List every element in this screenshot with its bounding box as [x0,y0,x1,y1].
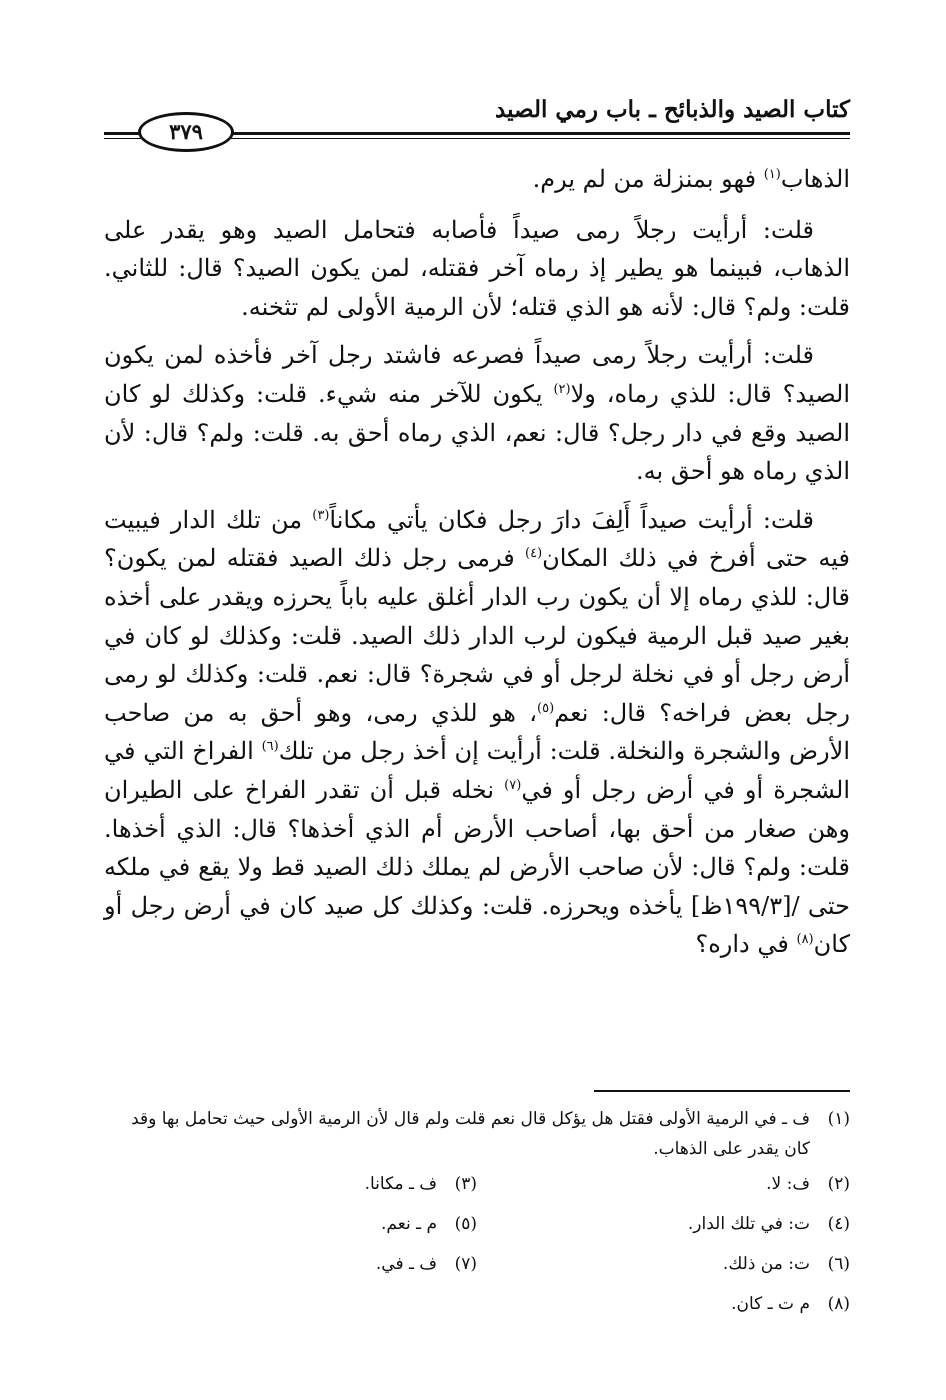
footnote-row [104,1164,850,1204]
footnote-text: ف: لا. [766,1174,810,1194]
page-header [104,92,850,152]
main-text [104,160,850,974]
footnote-5 [104,1209,477,1239]
paragraph-2: قلت: أرأيت رجلاً رمى صيداً فأصابه فتحامل الصيد وهو يقدر على الذهاب، فبينما هو يطير إذ رماه آخر فقتله، لمن يكون الصيد؟ قال: للثاني. قلت: ولم؟ قال: لأنه هو الذي قتله؛ لأن الرمية الأولى لم تثخنه. [104,215,850,321]
paragraph-1 [104,160,850,199]
footnote-row [104,1204,850,1244]
paragraph-4 [104,501,850,964]
text-segment: ، هو للذي رمى، وهو أحق به من صاحب الأرض والشجرة والنخلة. قلت: أرأيت إن أخذ رجل من تلك [104,698,850,766]
footnote-text: م ت ـ كان. [731,1294,810,1314]
text-segment: من تلك الدار فيبيت فيه حتى أفرخ في ذلك المكان [104,505,850,573]
footnote-2 [477,1169,850,1199]
footnote-number: (٥) [454,1214,477,1234]
text-segment: نخله قبل أن تقدر الفراخ على الطيران وهن صغار من أحق بها، أصاحب الأرض أم الذي أخذها؟ قال: الذي أخذها. قلت: ولم؟ قال: لأن صاحب الأرض لم يملك ذلك الصيد قط ولا يقع في ملكه حتى /[١٩٩/٣ظ] يأخذه ويحرزه. قلت: وكذلك كل صيد كان في أرض رجل أو كان [104,775,850,959]
text-segment: فهو بمنزلة من لم يرم. [532,165,764,193]
footnote-ref-5: (٥) [537,700,555,716]
footnote-8 [450,1289,850,1319]
footnote-row [104,1244,850,1284]
footnote-3 [104,1169,477,1199]
text-segment: الذهاب [780,165,850,193]
footnote-separator [594,1090,850,1092]
footnote-row [104,1284,850,1324]
paragraph-3 [104,336,850,490]
footnote-ref-4: (٤) [525,546,543,562]
running-title: كتاب الصيد والذبائح ـ باب رمي الصيد [495,96,850,123]
footnotes-section [104,1104,850,1324]
footnote-text: ف ـ مكانا. [364,1174,437,1194]
footnote-text: ف ـ في الرمية الأولى فقتل هل يؤكل قال نعم قلت ولم قال لأن الرمية الأولى حيث تحامل بها وقد كان يقدر على الذهاب. [131,1109,810,1159]
footnote-7 [104,1249,477,1279]
footnote-ref-1: (١) [763,167,781,182]
footnote-number: (٨) [827,1294,850,1314]
text-segment: يكون للآخر منه شيء. قلت: وكذلك لو كان الصيد وقع في دار رجل؟ قال: نعم، الذي رماه أحق به. قلت: ولم؟ قال: لأن الذي رماه هو أحق به. [104,379,850,486]
footnote-6 [477,1249,850,1279]
text-segment: الفراخ التي في الشجرة أو في أرض رجل أو في [104,737,850,804]
footnote-text: ف ـ في. [375,1254,437,1274]
footnote-1 [104,1104,850,1164]
footnote-text: ت: في تلك الدار. [687,1214,810,1234]
text-segment: في داره؟ [695,930,797,959]
page-number-badge: ٣٧٩ [138,112,234,152]
footnote-ref-6: (٦) [261,739,279,755]
footnote-ref-2: (٢) [553,381,571,397]
footnote-ref-7: (٧) [504,777,522,793]
text-segment: فرمى رجل ذلك الصيد فقتله لمن يكون؟ قال: للذي رماه إلا أن يكون رب الدار أغلق عليه باباً يحرزه ويقدر على أخذه بغير صيد قبل الرمية فيكون لرب الدار ذلك الصيد. قلت: وكذلك لو كان في أرض رجل أو في نخلة لرجل أو في شجرة؟ قال: نعم. قلت: وكذلك لو رمى رجل بعض فراخه؟ قال: نعم [104,544,851,727]
footnote-ref-3: (٣) [312,507,330,523]
footnote-4 [477,1209,850,1239]
footnote-text: ت: من ذلك. [722,1254,810,1274]
text-segment: قلت: أرأيت صيداً أَلِفَ دارَ رجل فكان يأتي مكاناً [329,505,814,534]
footnote-number: (٦) [827,1254,850,1274]
footnote-number: (٤) [827,1214,850,1234]
footnote-ref-8: (٨) [796,932,814,948]
text-segment: قلت: أرأيت رجلاً رمى صيداً فصرعه فاشتد رجل آخر فأخذه لمن يكون الصيد؟ قال: للذي رماه، ولا [104,341,850,408]
footnote-number: (٣) [454,1174,477,1194]
footnote-text: م ـ نعم. [381,1214,437,1234]
footnote-number: (٧) [454,1254,477,1274]
footnote-number: (٢) [827,1174,850,1194]
footnote-number: (١) [827,1109,850,1129]
